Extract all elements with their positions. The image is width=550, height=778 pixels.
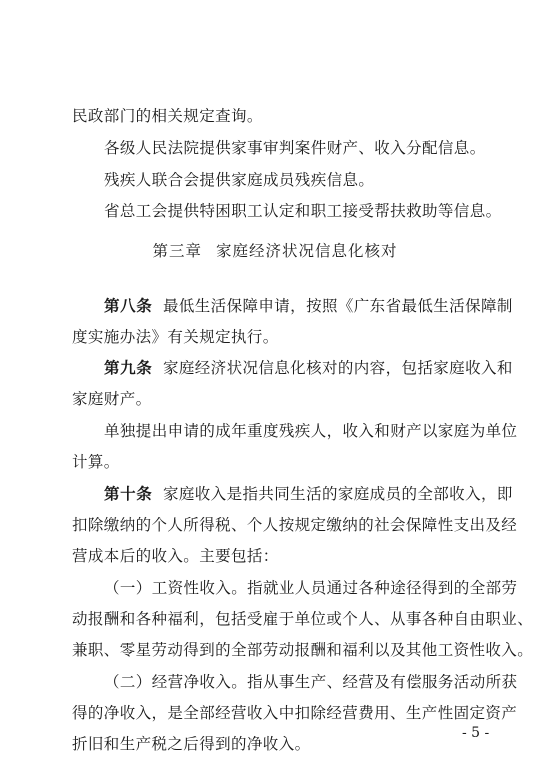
article-10 [104,484,513,504]
chapter-title: 家庭经济状况信息化核对 [216,242,398,260]
text-line: 度实施办法》有关规定执行。 [72,328,279,346]
text-line: 动报酬和各种福利，包括受雇于单位或个人、从事各种自由职业、 [72,610,534,628]
text-line: 计算。 [72,453,120,471]
chapter-number: 第三章 [152,242,202,260]
text-line: 折旧和生产税之后得到的净收入。 [72,735,311,753]
article-label: 第九条 [104,359,153,377]
text-line: 省总工会提供特困职工认定和职工接受帮扶救助等信息。 [104,202,502,220]
article-9 [104,358,513,378]
chapter-heading [0,241,550,261]
article-8 [104,296,513,316]
text-line: 兼职、零星劳动得到的全部劳动报酬和福利以及其他工资性收入。 [72,641,534,659]
text-line: （一）工资性收入。指就业人员通过各种途径得到的全部劳 [104,579,518,597]
article-text: 家庭经济状况信息化核对的内容，包括家庭收入和 [162,359,513,377]
text-line: 扣除缴纳的个人所得税、个人按规定缴纳的社会保障性支出及经 [72,516,518,534]
text-line: 各级人民法院提供家事审判案件财产、收入分配信息。 [104,139,486,157]
text-line: 得的净收入，是全部经营收入中扣除经营费用、生产性固定资产 [72,704,518,722]
text-line: 营成本后的收入。主要包括： [72,547,279,565]
article-text: 最低生活保障申请，按照《广东省最低生活保障制 [162,297,513,315]
text-line: 残疾人联合会提供家庭成员残疾信息。 [104,171,375,189]
text-line: 家庭财产。 [72,390,152,408]
text-line: （二）经营净收入。指从事生产、经营及有偿服务活动所获 [104,673,518,691]
article-label: 第八条 [104,297,153,315]
text-line: 单独提出申请的成年重度残疾人，收入和财产以家庭为单位 [104,422,518,440]
article-text: 家庭收入是指共同生活的家庭成员的全部收入，即 [162,485,513,503]
article-label: 第十条 [104,485,153,503]
text-line: 民政部门的相关规定查询。 [72,107,263,125]
page-number: - 5 - [462,725,490,741]
